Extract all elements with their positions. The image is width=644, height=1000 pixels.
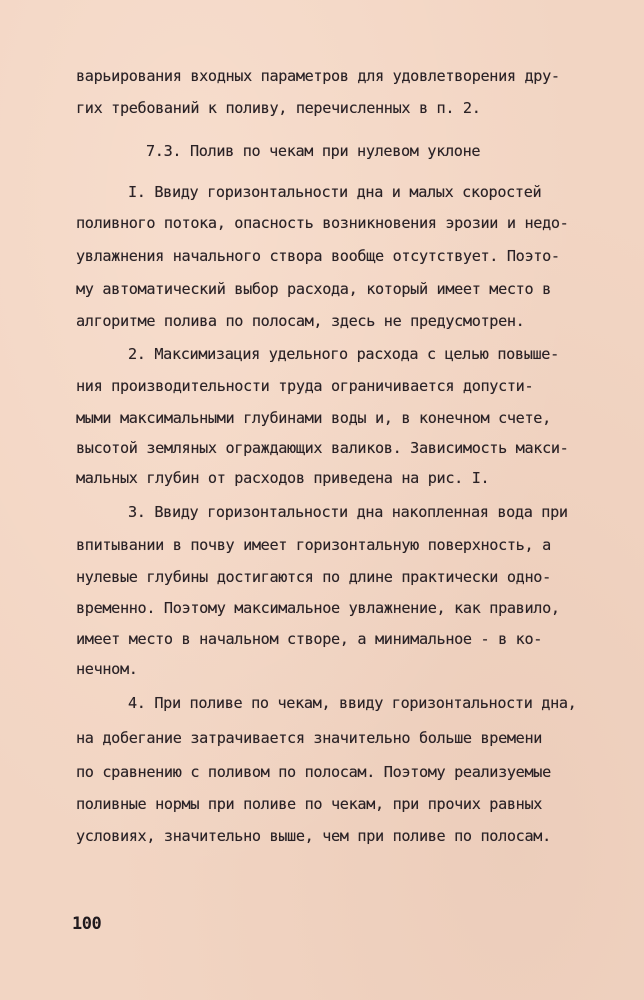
paragraph-4-line: по сравнению с поливом по полосам. Поэтому реализуемые — [76, 763, 551, 781]
paragraph-4-line: на добегание затрачивается значительно больше времени — [76, 729, 543, 747]
paragraph-2-line: мыми максимальными глубинами воды и, в конечном счете, — [76, 409, 551, 427]
paragraph-1-line: I. Ввиду горизонтальности дна и малых скоростей — [128, 183, 542, 201]
paragraph-3-line: нулевые глубины достигаются по длине практически одно- — [76, 568, 551, 586]
paragraph-4-line: условиях, значительно выше, чем при поливе по полосам. — [76, 827, 551, 845]
paragraph-4-line: 4. При поливе по чекам, ввиду горизонтальности дна, — [128, 694, 577, 712]
paragraph-3-line: нечном. — [76, 660, 138, 678]
paragraph-3-line: 3. Ввиду горизонтальности дна накопленная вода при — [128, 503, 568, 521]
paragraph-2-line: 2. Максимизация удельного расхода с целью повыше- — [128, 345, 559, 363]
paragraph-2-line: мальных глубин от расходов приведена на рис. I. — [76, 469, 490, 487]
paragraph-1-line: увлажнения начального створа вообще отсутствует. Поэто- — [76, 247, 560, 265]
text-line: гих требований к поливу, перечисленных в п. 2. — [76, 99, 481, 117]
paragraph-3-line: временно. Поэтому максимальное увлажнение, как правило, — [76, 599, 560, 617]
page-number: 100 — [72, 914, 102, 934]
paragraph-1-line: поливного потока, опасность возникновения эрозии и недо- — [76, 214, 569, 232]
paragraph-1-line: му автоматический выбор расхода, который имеет место в — [76, 280, 551, 298]
paragraph-1-line: алгоритме полива по полосам, здесь не предусмотрен. — [76, 312, 525, 330]
paragraph-4-line: поливные нормы при поливе по чекам, при прочих равных — [76, 795, 543, 813]
paragraph-3-line: впитывании в почву имеет горизонтальную поверхность, а — [76, 536, 551, 554]
text-line: варьирования входных параметров для удовлетворения дру- — [76, 67, 560, 85]
paragraph-3-line: имеет место в начальном створе, а минимальное - в ко- — [76, 630, 543, 648]
paragraph-2-line: высотой земляных ограждающих валиков. Зависимость макси- — [76, 439, 569, 457]
section-heading: 7.3. Полив по чекам при нулевом уклоне — [146, 142, 481, 160]
paragraph-2-line: ния производительности труда ограничивается допусти- — [76, 377, 534, 395]
